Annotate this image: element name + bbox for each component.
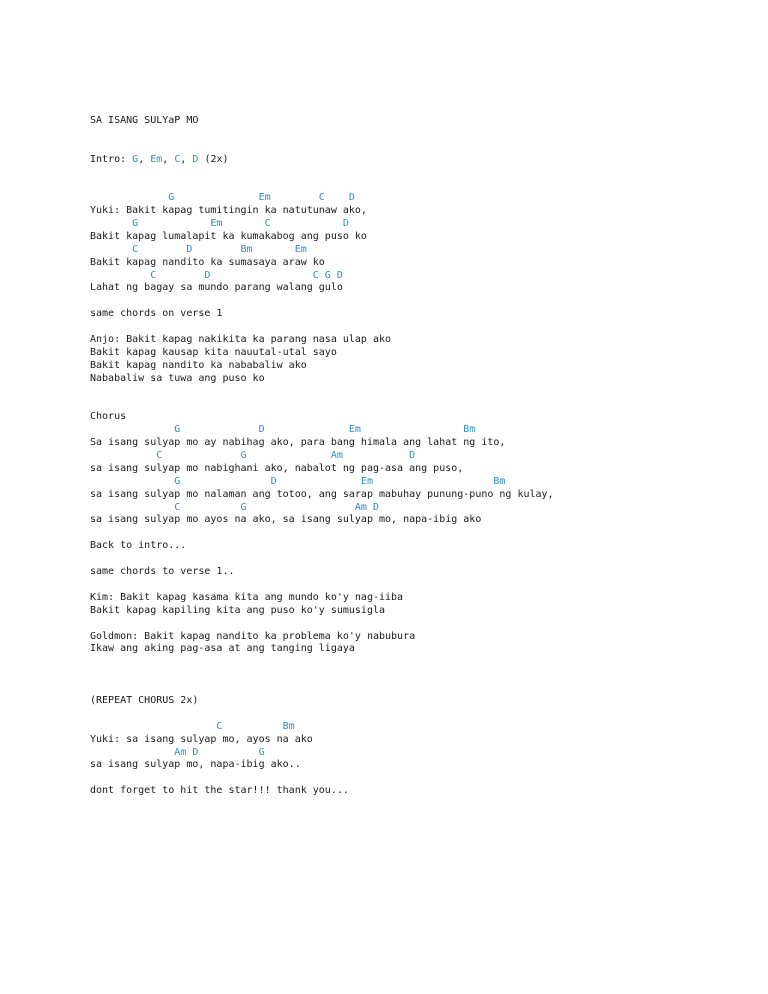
lyric-line: same chords to verse 1.. — [90, 566, 235, 578]
chord-line: Am D G — [90, 746, 265, 758]
blank-line — [90, 708, 554, 721]
lyric-line: dont forget to hit the star!!! thank you... — [90, 785, 349, 797]
lyric-line: Back to intro... — [90, 540, 187, 552]
blank-line — [90, 321, 554, 334]
lyric-line: Bakit kapag kapiling kita ang puso ko'y sumusigla — [90, 604, 386, 616]
song-title: SA ISANG SULYaP MO — [90, 114, 199, 126]
lyric-line: Nababaliw sa tuwa ang puso ko — [90, 372, 265, 384]
lyric-line: Yuki: sa isang sulyap mo, ayos na ako — [90, 733, 313, 745]
chord-line: C D C G D — [90, 269, 343, 281]
blank-line — [90, 618, 554, 631]
lyric-line: sa isang sulyap mo nabighani ako, nabalot ng pag-asa ang puso, — [90, 462, 464, 474]
blank-line — [90, 295, 554, 308]
lyric-line: sa isang sulyap mo ayos na ako, sa isang sulyap mo, napa-ibig ako — [90, 514, 482, 526]
lyric-line: Bakit kapag lumalapit ka kumakabog ang puso ko — [90, 230, 367, 242]
blank-line — [90, 386, 554, 399]
chord-sheet — [90, 89, 554, 811]
chord-line: C G Am D — [90, 450, 416, 462]
lyric-line: Bakit kapag nandito ka sumasaya araw ko — [90, 256, 325, 268]
lyric-line: Lahat ng bagay sa mundo parang walang gulo — [90, 282, 343, 294]
lyric-line: sa isang sulyap mo, napa-ibig ako.. — [90, 759, 301, 771]
chord-line: G D Em Bm — [90, 475, 506, 487]
lyric-line: Yuki: Bakit kapag tumitingin ka natutunaw ako, — [90, 205, 367, 217]
chord-line: C Bm — [90, 720, 295, 732]
chord-line: C G Am D — [90, 501, 379, 513]
lyric-line: (REPEAT CHORUS 2x) — [90, 694, 199, 706]
lyric-line: Goldmon: Bakit kapag nandito ka problema ko'y nabubura — [90, 630, 416, 642]
blank-line — [90, 772, 554, 785]
chord-line: G Em C D — [90, 218, 349, 229]
blank-line — [90, 669, 554, 682]
song-lines — [90, 192, 554, 798]
lyric-line: sa isang sulyap mo nalaman ang totoo, ang sarap mabuhay punung-puno ng kulay, — [90, 488, 554, 500]
lyric-line: Bakit kapag nandito ka nababaliw ako — [90, 359, 307, 371]
blank-line — [90, 553, 554, 566]
blank-line — [90, 682, 554, 695]
lyric-line: Anjo: Bakit kapag nakikita ka parang nasa ulap ako — [90, 334, 392, 346]
intro-chord: G — [132, 153, 139, 165]
lyric-line: Sa isang sulyap mo ay nabihag ako, para bang himala ang lahat ng ito, — [90, 437, 506, 449]
blank-line — [90, 579, 554, 592]
lyric-line: Chorus — [90, 411, 127, 423]
intro-chord: Em — [150, 153, 163, 165]
intro-suffix: (2x) — [198, 153, 229, 165]
chord-line: G Em C D — [90, 192, 355, 204]
intro-chord: C — [174, 153, 181, 165]
intro-line: Intro: G, Em, C, D (2x) — [90, 153, 229, 165]
lyric-line: Bakit kapag kausap kita nauutal-utal sayo — [90, 346, 337, 358]
blank-line — [90, 527, 554, 540]
chord-line: G D Em Bm — [90, 424, 476, 436]
lyric-line: same chords on verse 1 — [90, 308, 223, 320]
blank-line — [90, 398, 554, 411]
intro-prefix: Intro: — [90, 153, 133, 165]
lyric-line: Kim: Bakit kapag kasama kita ang mundo ko'y nag-iiba — [90, 591, 404, 603]
chord-line: C D Bm Em — [90, 243, 307, 255]
intro-chord: D — [192, 153, 199, 165]
lyric-line: Ikaw ang aking pag-asa at ang tanging ligaya — [90, 643, 355, 655]
blank-line — [90, 656, 554, 669]
